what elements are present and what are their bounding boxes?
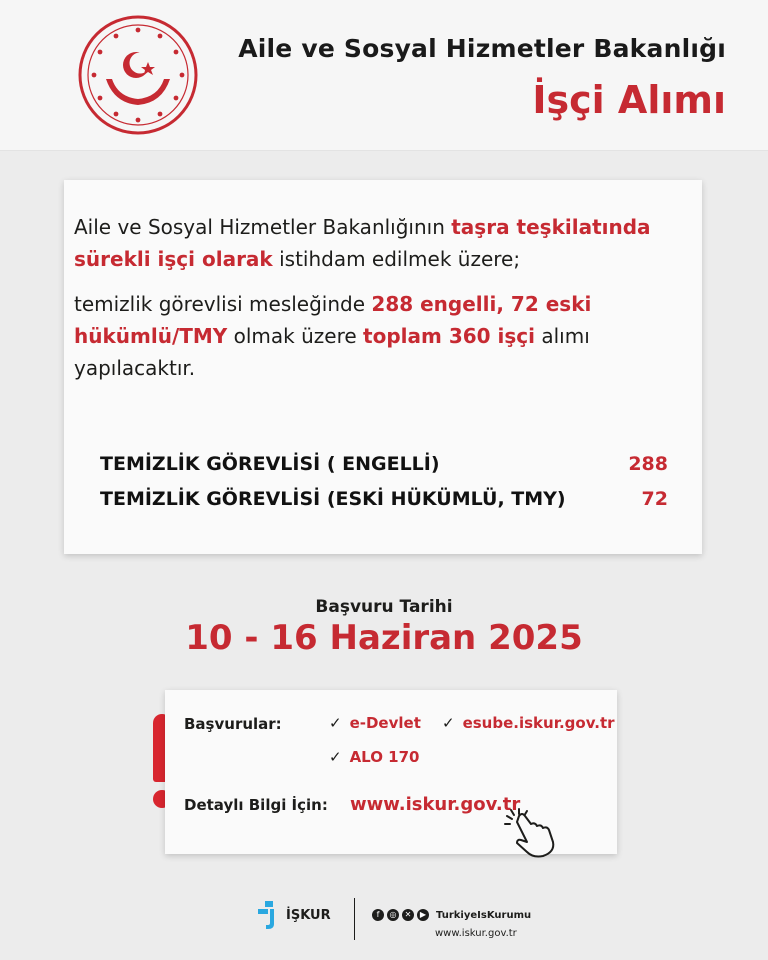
- pointer-hand-icon: [503, 808, 561, 860]
- instagram-icon[interactable]: ◎: [387, 909, 399, 921]
- announcement-card: [64, 180, 702, 554]
- channels-label: Başvurular:: [184, 715, 282, 733]
- intro-highlight: toplam 360 işçi: [363, 324, 535, 348]
- application-info-card: [165, 690, 617, 854]
- intro-text: temizlik görevlisi mesleğinde: [74, 292, 372, 316]
- intro-highlight: taşra teşkilatında sürekli işçi olarak: [74, 215, 651, 271]
- social-handle: TurkiyeIsKurumu: [436, 909, 532, 921]
- intro-highlight: 288 engelli, 72 eski hükümlü/TMY: [74, 292, 592, 348]
- social-links: [372, 908, 531, 922]
- intro-paragraph-1: [74, 211, 700, 275]
- page-title: Aile ve Sosyal Hizmetler Bakanlığı: [238, 34, 726, 63]
- iskur-logo-icon: [256, 898, 284, 932]
- facebook-icon[interactable]: f: [372, 909, 384, 921]
- x-icon[interactable]: ✕: [402, 909, 414, 921]
- iskur-logo: [256, 898, 340, 932]
- intro-text: alımı yapılacaktır.: [74, 324, 590, 380]
- channel-esube[interactable]: [442, 714, 615, 732]
- intro-text: Aile ve Sosyal Hizmetler Bakanlığının: [74, 215, 452, 239]
- position-count: 288: [628, 453, 668, 475]
- header: [0, 0, 768, 151]
- channel-alo: [329, 748, 420, 766]
- youtube-icon[interactable]: ▶: [417, 909, 429, 921]
- channel-label: esube.iskur.gov.tr: [462, 714, 615, 732]
- intro-text: olmak üzere: [227, 324, 364, 348]
- ministry-logo-icon: [76, 13, 200, 137]
- position-title: TEMİZLİK GÖREVLİSİ ( ENGELLİ): [100, 453, 440, 475]
- channel-label: ALO 170: [349, 748, 420, 766]
- check-icon: ✓: [442, 714, 455, 732]
- position-count: 72: [641, 488, 668, 510]
- page-subtitle: İşçi Alımı: [532, 78, 726, 122]
- application-date-label: Başvuru Tarihi: [315, 597, 453, 617]
- position-row: [100, 488, 668, 510]
- application-date-value: 10 - 16 Haziran 2025: [185, 618, 583, 658]
- iskur-brand-text: İŞKUR: [286, 908, 331, 923]
- footer-website[interactable]: www.iskur.gov.tr: [435, 928, 517, 939]
- footer-divider: [354, 898, 355, 940]
- position-title: TEMİZLİK GÖREVLİSİ (ESKİ HÜKÜMLÜ, TMY): [100, 488, 566, 510]
- intro-paragraph-2: [74, 288, 634, 384]
- info-label: Detaylı Bilgi İçin:: [184, 796, 328, 814]
- channel-label: e-Devlet: [349, 714, 421, 732]
- intro-text: istihdam edilmek üzere;: [272, 247, 521, 271]
- check-icon: ✓: [329, 714, 342, 732]
- check-icon: ✓: [329, 748, 342, 766]
- position-row: [100, 453, 668, 475]
- channel-edevlet: [329, 714, 421, 732]
- info-link[interactable]: www.iskur.gov.tr: [350, 794, 521, 815]
